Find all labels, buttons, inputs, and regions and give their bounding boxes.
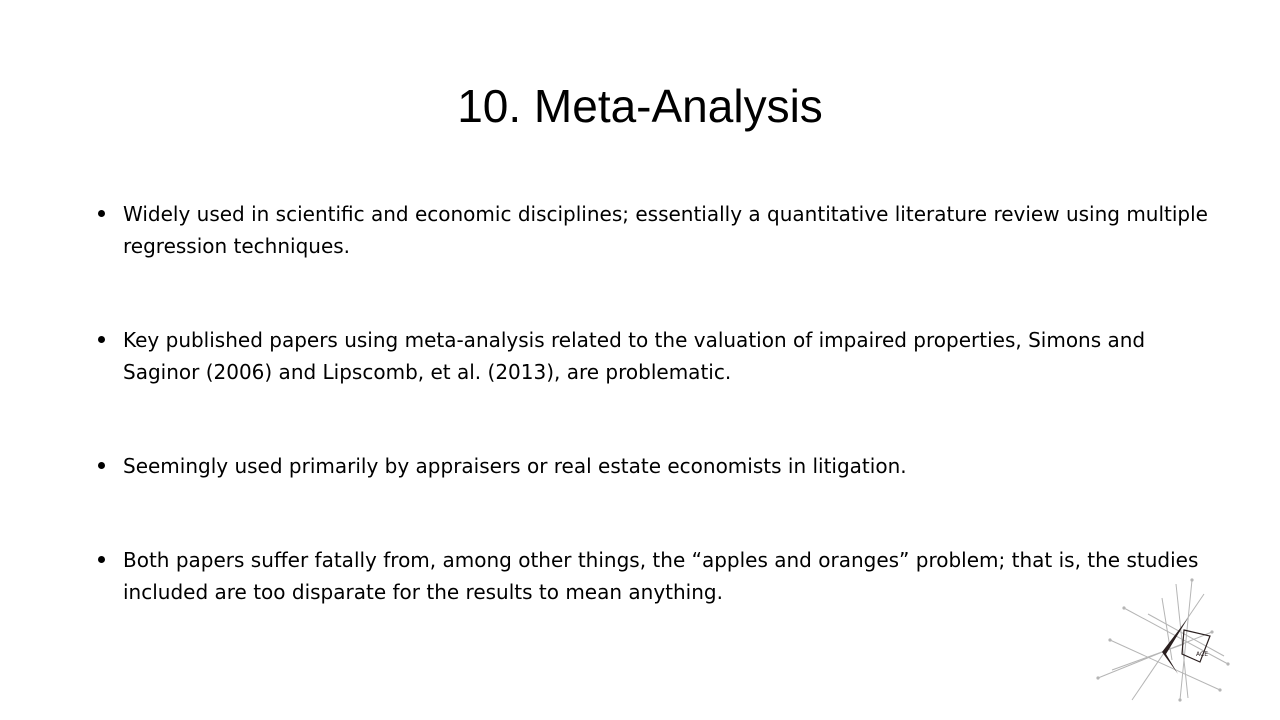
bullet-text: Key published papers using meta-analysis related to the valuation of impaired properties, Simons and Saginor (2006) and Lipscomb, et al. (2013), are problematic. <box>123 328 1146 384</box>
bullet-marker <box>98 556 105 563</box>
bullet-marker <box>98 462 105 469</box>
bullet-text: Both papers suffer fatally from, among other things, the “apples and oranges” problem; that is, the studies included are too disparate for the results to mean anything. <box>123 548 1199 604</box>
network-logo-icon <box>1092 574 1242 714</box>
bullet-item <box>98 544 1208 608</box>
bullet-marker <box>98 210 105 217</box>
bullet-item <box>98 324 1208 388</box>
bullet-item <box>98 198 1208 262</box>
bullet-list <box>98 198 1208 670</box>
bullet-text: Widely used in scientific and economic disciplines; essentially a quantitative literature review using multiple regression techniques. <box>123 202 1208 258</box>
bullet-item <box>98 450 1208 482</box>
bullet-marker <box>98 336 105 343</box>
slide-title: 10. Meta-Analysis <box>457 80 823 132</box>
bullet-text: Seemingly used primarily by appraisers or real estate economists in litigation. <box>123 454 907 478</box>
logo-text: ACE <box>1196 651 1208 658</box>
